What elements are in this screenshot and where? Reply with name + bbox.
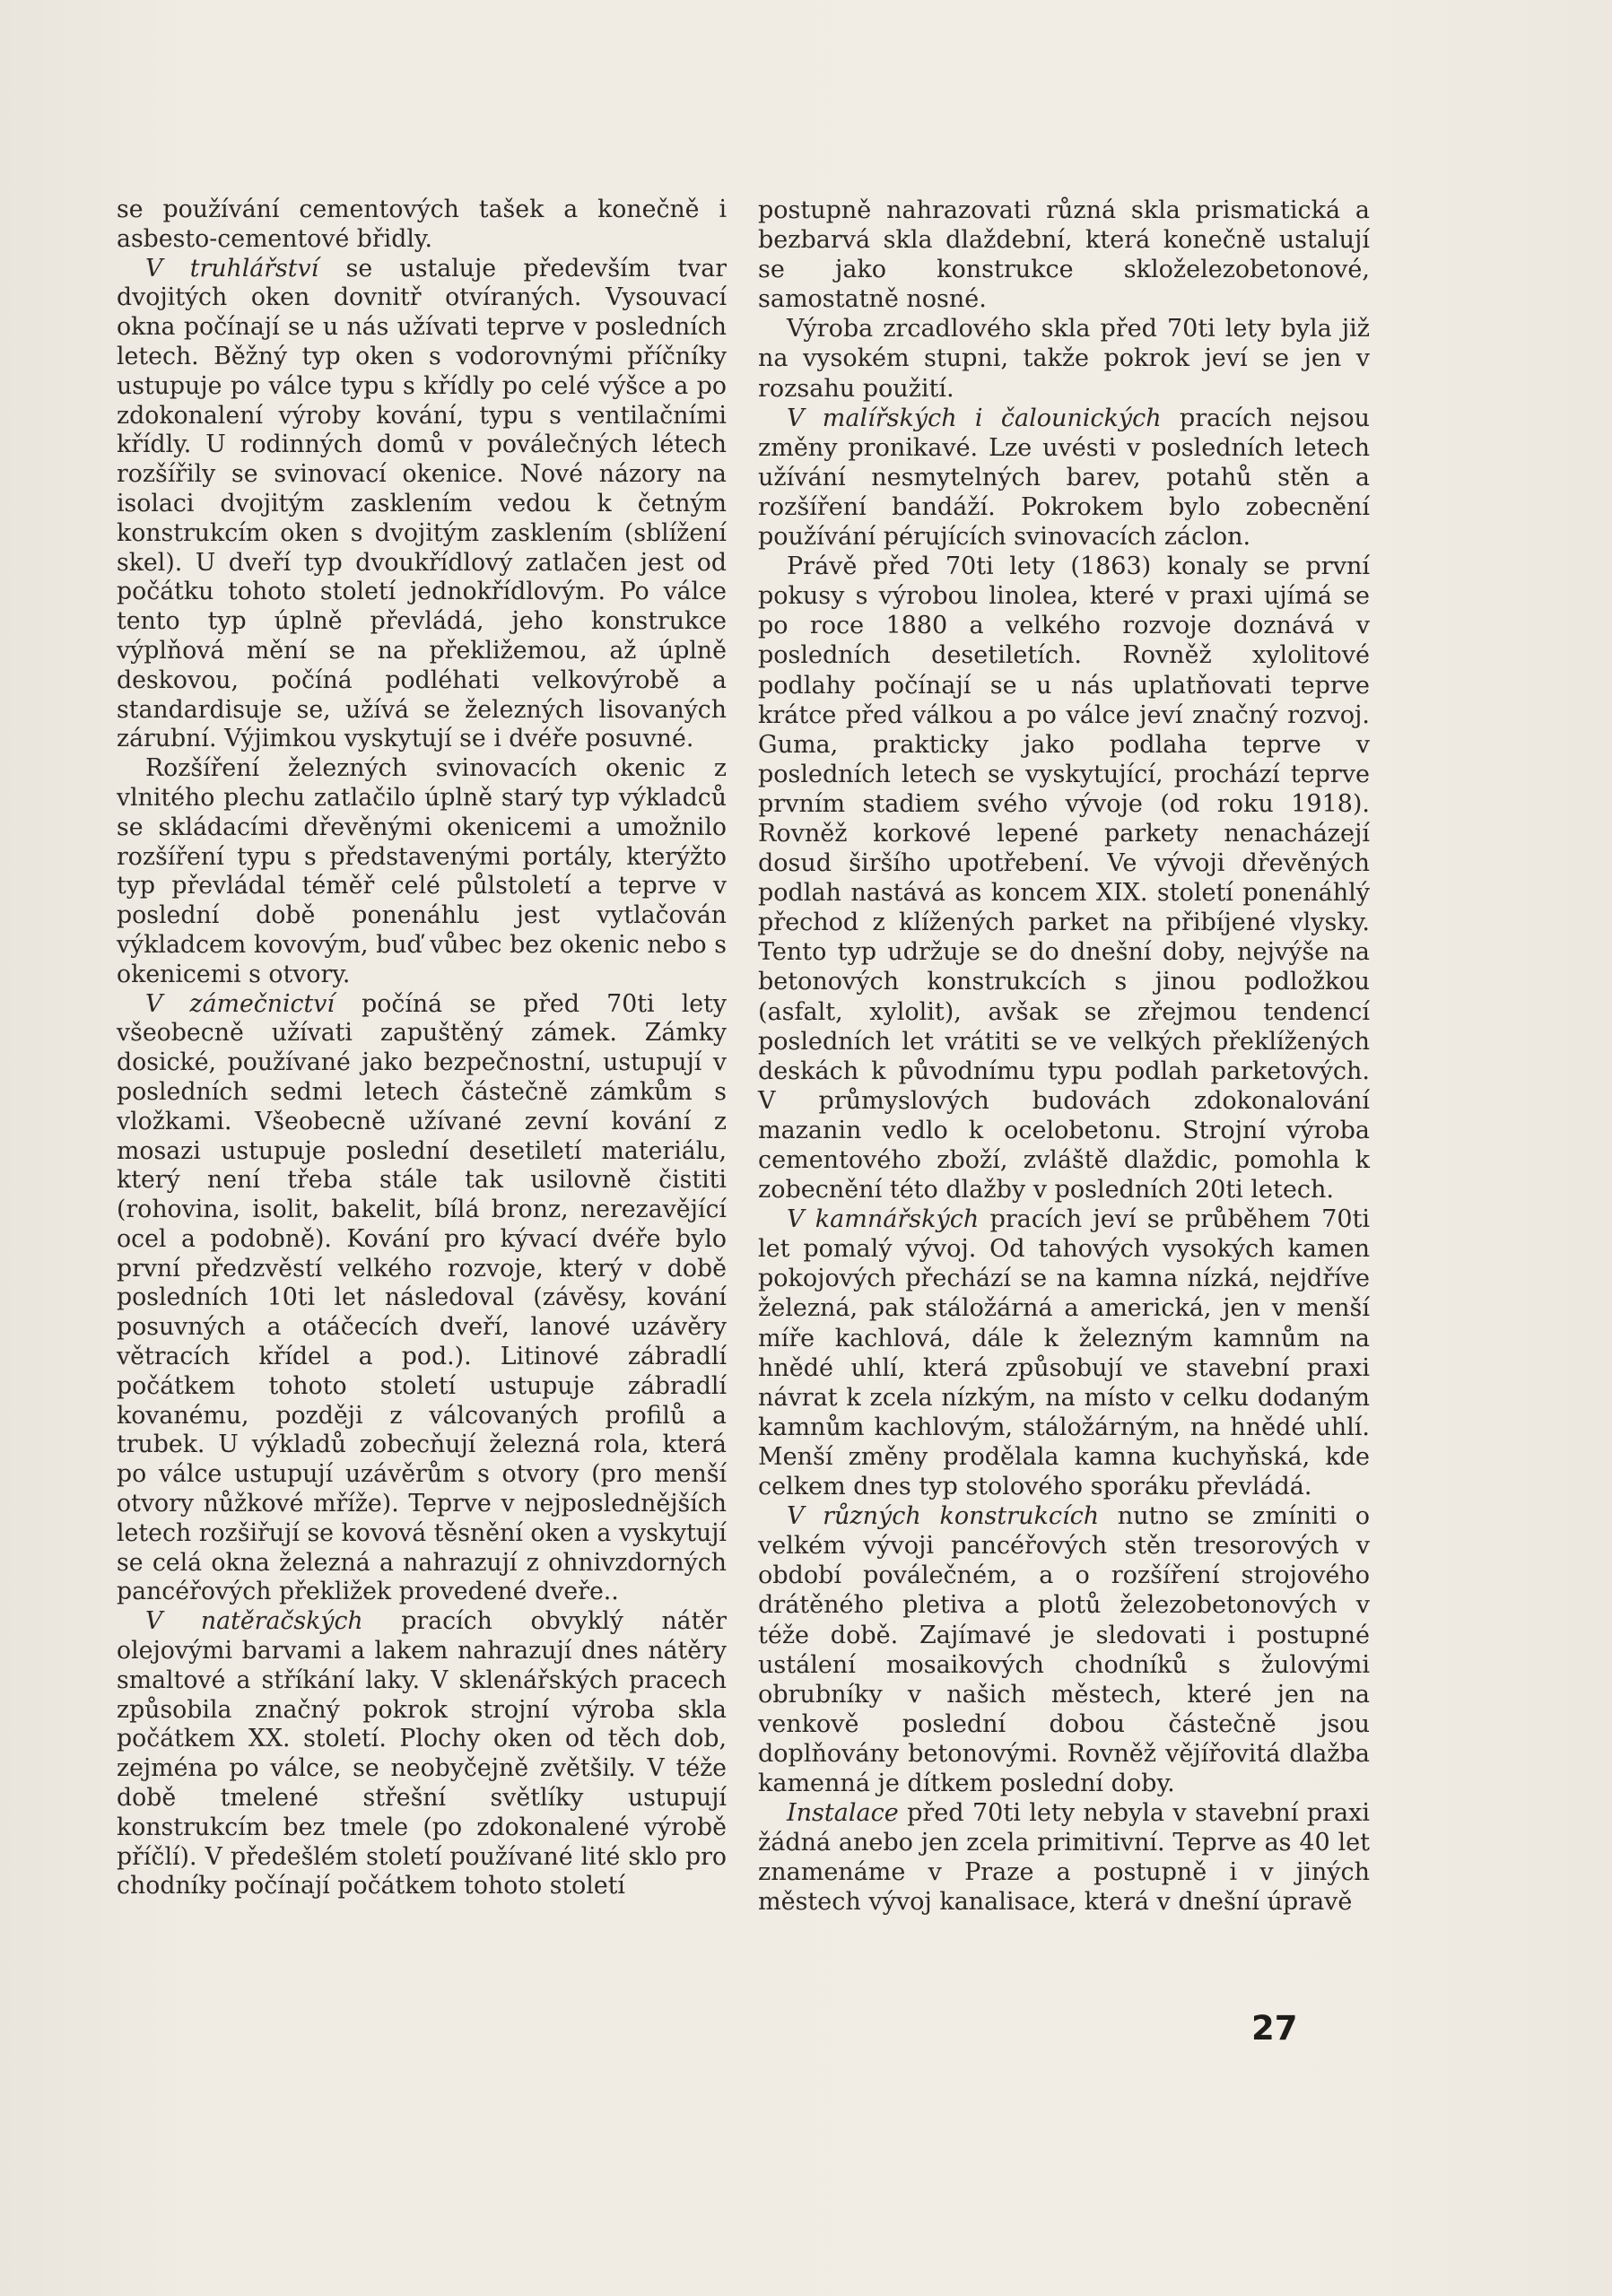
paragraph: V různých konstrukcích nutno se zmíniti o velkém vývoji pancéřových stěn tresorových v období poválečném, a o rozšíření strojového drátěného pletiva a plotů železobetonových v téže době. Zajímavé je sledovati i postupné ustálení mosaikových chodníků s žulovými obrubníky v našich městech, které jen na venkově poslední dobou částečně jsou doplňovány betonovými. Rovněž vějířovitá dlažba kamenná je dítkem poslední doby. [758,1502,1370,1797]
section-lead: Instalace [787,1799,899,1828]
paragraph: Právě před 70ti lety (1863) konaly se první pokusy s výrobou linolea, které v praxi ujímá se po roce 1880 a velkého rozvoje doznává v posledních desetiletích. Rovněž xylolitové podlahy počínají se u nás uplatňovati teprve krátce před válkou a po válce jeví značný rozvoj. Guma, prakticky jako podlaha teprve v posledních letech se vyskytující, prochází teprve prvním stadiem svého vývoje (od roku 1918). Rovněž korkové lepené parkety nenacházejí dosud širšího upotřebení. Ve vývoji dřevěných podlah nastává as koncem XIX. století ponenáhlý přechod z klížených parket na přibíjené vlysky. Tento typ udržuje se do dnešní doby, nejvýše na betonových konstrukcích s jinou podložkou (asfalt, xylolit), avšak se zřejmou tendencí posledních let vrátiti se ve velkých překlížených deskách k původnímu typu podlah parketových. V průmyslových budovách zdokonalování mazanin vedlo k ocelobetonu. Strojní výroba cementového zboží, zvláště dlaždic, pomohla k zobecnění této dlažby v posledních 20ti letech. [758,552,1370,1205]
paragraph: Výroba zrcadlového skla před 70ti lety byla již na vysokém stupni, takže pokrok jeví se jen v rozsahu použití. [758,315,1370,403]
section-lead: V zámečnictví [145,989,335,1018]
section-lead: V malířských i čalounických [787,404,1162,432]
left-text-column [117,196,727,1901]
paragraph: V zámečnictví počíná se před 70ti lety všeobecně užívati zapuštěný zámek. Zámky dosické, používané jako bezpečnostní, ustupují v posledních sedmi letech částečně zámkům s vložkami. Všeobecně užívané zevní kování z mosazi ustupuje poslední desetiletí materiálu, který není třeba stále tak usilovně čistiti (rohovina, isolit, bakelit, bílá bronz, nerezavějící ocel a podobně). Kování pro kývací dvéře bylo první předzvěstí velkého rozvoje, který v době posledních 10ti let následoval (závěsy, kování posuvných a otáčecích dveří, lanové uzávěry větracích křídel a pod.). Litinové zábradlí počátkem tohoto století ustupuje zábradlí kovanému, později z válcovaných profilů a trubek. U výkladů zobecňují železná rola, která po válce ustupují uzávěrům s otvory (pro menší otvory nůžkové mříže). Teprve v nejposlednějších letech rozšiřují se kovová těsnění oken a vyskytují se celá okna železná a nahrazují z ohnivzdorných pancéřových překližek provedené dveře.. [117,989,727,1606]
section-lead: V kamnářských [787,1205,980,1234]
paragraph: V kamnářských pracích jeví se průběhem 70ti let pomalý vývoj. Od tahových vysokých kamen pokojových přechází se na kamna nízká, nejdříve železná, pak stáložárná a americká, jen v menší míře kachlová, dále k železným kamnům na hnědé uhlí, která způsobují ve stavební praxi návrat k zcela nízkým, na místo v celku dodaným kamnům kachlovým, stáložárným, na hnědé uhlí. Menší změny prodělala kamna kuchyňská, kde celkem dnes typ stolového sporáku převládá. [758,1205,1370,1501]
page-number: 27 [1251,2009,1298,2048]
paragraph: V natěračských pracích obvyklý nátěr olejovými barvami a lakem nahrazují dnes nátěry smaltové a stříkání laky. V sklenářských pracech způsobila značný pokrok strojní výroba skla počátkem XX. století. Plochy oken od těch dob, zejména po válce, se neobyčejně zvětšily. V téže době tmelené střešní světlíky ustupují konstrukcím bez tmele (po zdokonalené výrobě příčlí). V předešlém století používané lité sklo pro chodníky počínají počátkem tohoto století [117,1607,727,1900]
section-lead: V natěračských [145,1607,363,1636]
paragraph: Instalace před 70ti lety nebyla v stavební praxi žádná anebo jen zcela primitivní. Teprve as 40 let znamenáme v Praze a postupně i v jiných městech vývoj kanalisace, která v dnešní úpravě [758,1799,1370,1917]
paragraph: se používání cementových tašek a konečně i asbesto-cementové břidly. [117,196,727,253]
paragraph: V truhlářství se ustaluje především tvar dvojitých oken dovnitř otvíraných. Vysouvací okna počínají se u nás užívati teprve v posledních letech. Běžný typ oken s vodorovnými příčníky ustupuje po válce typu s křídly po celé výšce a po zdokonalení výroby kování, typu s ventilačními křídly. U rodinných domů v poválečných létech rozšířily se svinovací okenice. Nové názory na isolaci dvojitým zasklením vedou k četným konstrukcím oken s dvojitým zasklením (sblížení skel). U dveří typ dvoukřídlový zatlačen jest od počátku tohoto století jednokřídlovým. Po válce tento typ úplně převládá, jeho konstrukce výplňová mění se na překližemou, až úplně deskovou, počíná podléhati velkovýrobě a standardisuje se, užívá se železných lisovaných zárubní. Výjimkou vyskytují se i dvéře posuvné. [117,254,728,753]
right-text-column [758,196,1370,1917]
paragraph: V malířských i čalounických pracích nejsou změny pronikavé. Lze uvésti v posledních letech užívání nesmytelných barev, potahů stěn a rozšíření bandáží. Pokrokem bylo zobecnění používání pérujících svinovacích záclon. [758,404,1370,552]
section-lead: V truhlářství [145,254,319,283]
paragraph: postupně nahrazovati různá skla prismatická a bezbarvá skla dlaždební, která konečně ustalují se jako konstrukce skloželezobetonové, samostatně nosné. [758,196,1370,314]
section-lead: V různých konstrukcích [787,1502,1100,1531]
paragraph: Rozšíření železných svinovacích okenic z vlnitého plechu zatlačilo úplně starý typ výkladců se skládacími dřevěnými okenicemi a umožnilo rozšíření typu s představenými portály, kterýžto typ převládal téměř celé půlstoletí a teprve v poslední době ponenáhlu jest vytlačován výkladcem kovovým, buď vůbec bez okenic nebo s okenicemi s otvory. [117,754,727,988]
